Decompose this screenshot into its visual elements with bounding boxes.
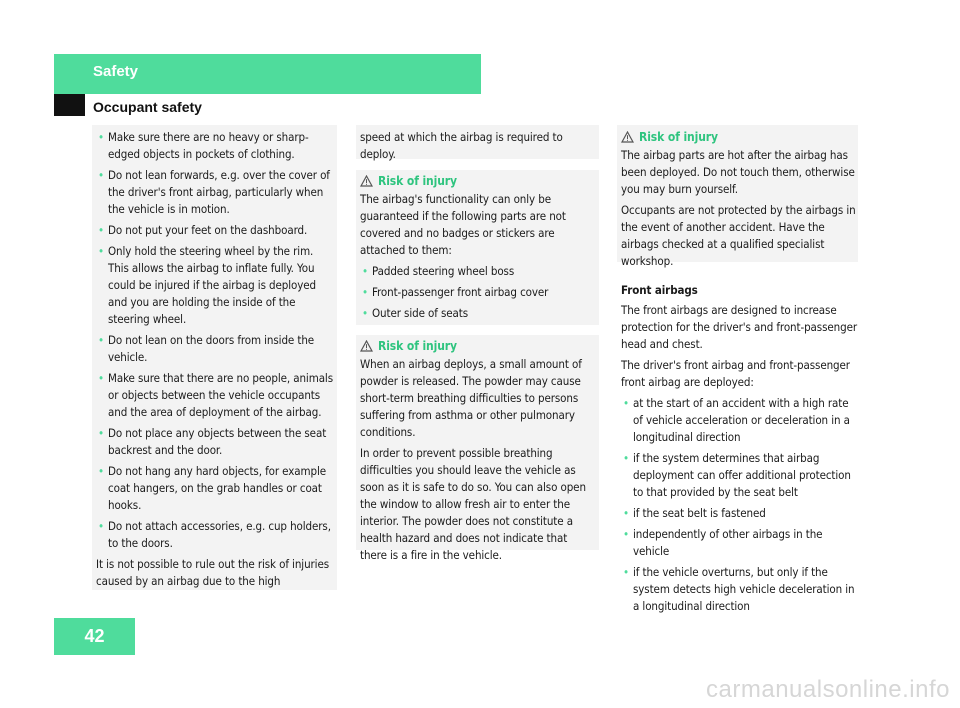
warning-text: In order to prevent possible breathing difficulties you should leave the vehicle as soon as it is safe to do so. You can also open the window to allow fresh air to enter the interior. The powder does not constitute a health hazard and does not indicate that there is a fire in the vehicle. bbox=[360, 446, 586, 562]
body-paragraph: It is not possible to rule out the risk of injuries caused by an airbag due to the high bbox=[96, 557, 330, 588]
section-marker bbox=[54, 94, 85, 116]
list-item: • Make sure there are no heavy or sharp-edged objects in pockets of clothing. bbox=[98, 130, 309, 161]
warning-text: The airbag's functionality can only be guaranteed if the following parts are not covered and no badges or stickers are attached to them: bbox=[360, 192, 566, 257]
section-title: Safety bbox=[93, 63, 139, 80]
warning-heading: Risk of injury bbox=[621, 129, 856, 146]
body-paragraph: The driver's front airbag and front-passenger front airbag are deployed: bbox=[621, 358, 850, 389]
list-item: • independently of other airbags in the vehicle bbox=[623, 527, 823, 558]
warning-text: Occupants are not protected by the airbags in the event of another accident. Have the airbags checked at a qualified specialist workshop. bbox=[621, 203, 856, 268]
page-subtitle: Occupant safety bbox=[93, 99, 202, 115]
body-paragraph: speed at which the airbag is required to deploy. bbox=[360, 130, 563, 161]
list-item: • if the seat belt is fastened bbox=[623, 506, 766, 520]
warning-triangle-icon bbox=[360, 340, 373, 352]
warning-2 bbox=[360, 338, 596, 568]
section-heading: Front airbags bbox=[621, 283, 698, 297]
column-2-continuation bbox=[360, 129, 596, 167]
watermark: carmanualsonline.info bbox=[706, 676, 950, 703]
list-item: • Do not put your feet on the dashboard. bbox=[98, 223, 308, 237]
warning-text: When an airbag deploys, a small amount of powder is released. The powder may cause short-term breathing difficulties to persons suffering from asthma or other pulmonary conditions. bbox=[360, 357, 582, 439]
warning-3 bbox=[621, 129, 856, 274]
list-item: • Do not hang any hard objects, for example coat hangers, on the grab handles or coat hooks. bbox=[98, 464, 326, 512]
list-item: • if the system determines that airbag deployment can offer additional protection to that provided by the seat belt bbox=[623, 451, 851, 499]
list-item: • Outer side of seats bbox=[362, 306, 469, 320]
warning-1 bbox=[360, 173, 596, 326]
column-3 bbox=[621, 282, 861, 619]
list-item: • if the vehicle overturns, but only if the system detects high vehicle deceleration in a longitudinal direction bbox=[623, 565, 855, 613]
list-item: • Padded steering wheel boss bbox=[362, 264, 515, 278]
warning-heading: Risk of injury bbox=[360, 338, 596, 355]
list-item: • Front-passenger front airbag cover bbox=[362, 285, 549, 299]
body-paragraph: The front airbags are designed to increase protection for the driver's and front-passenger head and chest. bbox=[621, 303, 857, 351]
warning-heading: Risk of injury bbox=[360, 173, 596, 190]
column-1 bbox=[96, 129, 333, 594]
list-item: • Only hold the steering wheel by the rim. This allows the airbag to inflate fully. You could be injured if the airbag is deployed and you are holding the inside of the steering wheel. bbox=[98, 244, 317, 326]
list-item: • at the start of an accident with a high rate of vehicle acceleration or deceleration in a longitudinal direction bbox=[623, 396, 850, 444]
list-item: • Do not place any objects between the seat backrest and the door. bbox=[98, 426, 327, 457]
list-item: • Do not attach accessories, e.g. cup holders, to the doors. bbox=[98, 519, 331, 550]
list-item: • Do not lean on the doors from inside the vehicle. bbox=[98, 333, 315, 364]
list-item: • Do not lean forwards, e.g. over the cover of the driver's front airbag, particularly when the vehicle is in motion. bbox=[98, 168, 330, 216]
page-number: 42 bbox=[54, 618, 135, 655]
warning-triangle-icon bbox=[360, 175, 373, 187]
warning-triangle-icon bbox=[621, 131, 634, 143]
warning-text: The airbag parts are hot after the airbag has been deployed. Do not touch them, otherwise you may burn yourself. bbox=[621, 148, 855, 196]
list-item: • Make sure that there are no people, animals or objects between the vehicle occupants and the area of deployment of the airbag. bbox=[98, 371, 333, 419]
